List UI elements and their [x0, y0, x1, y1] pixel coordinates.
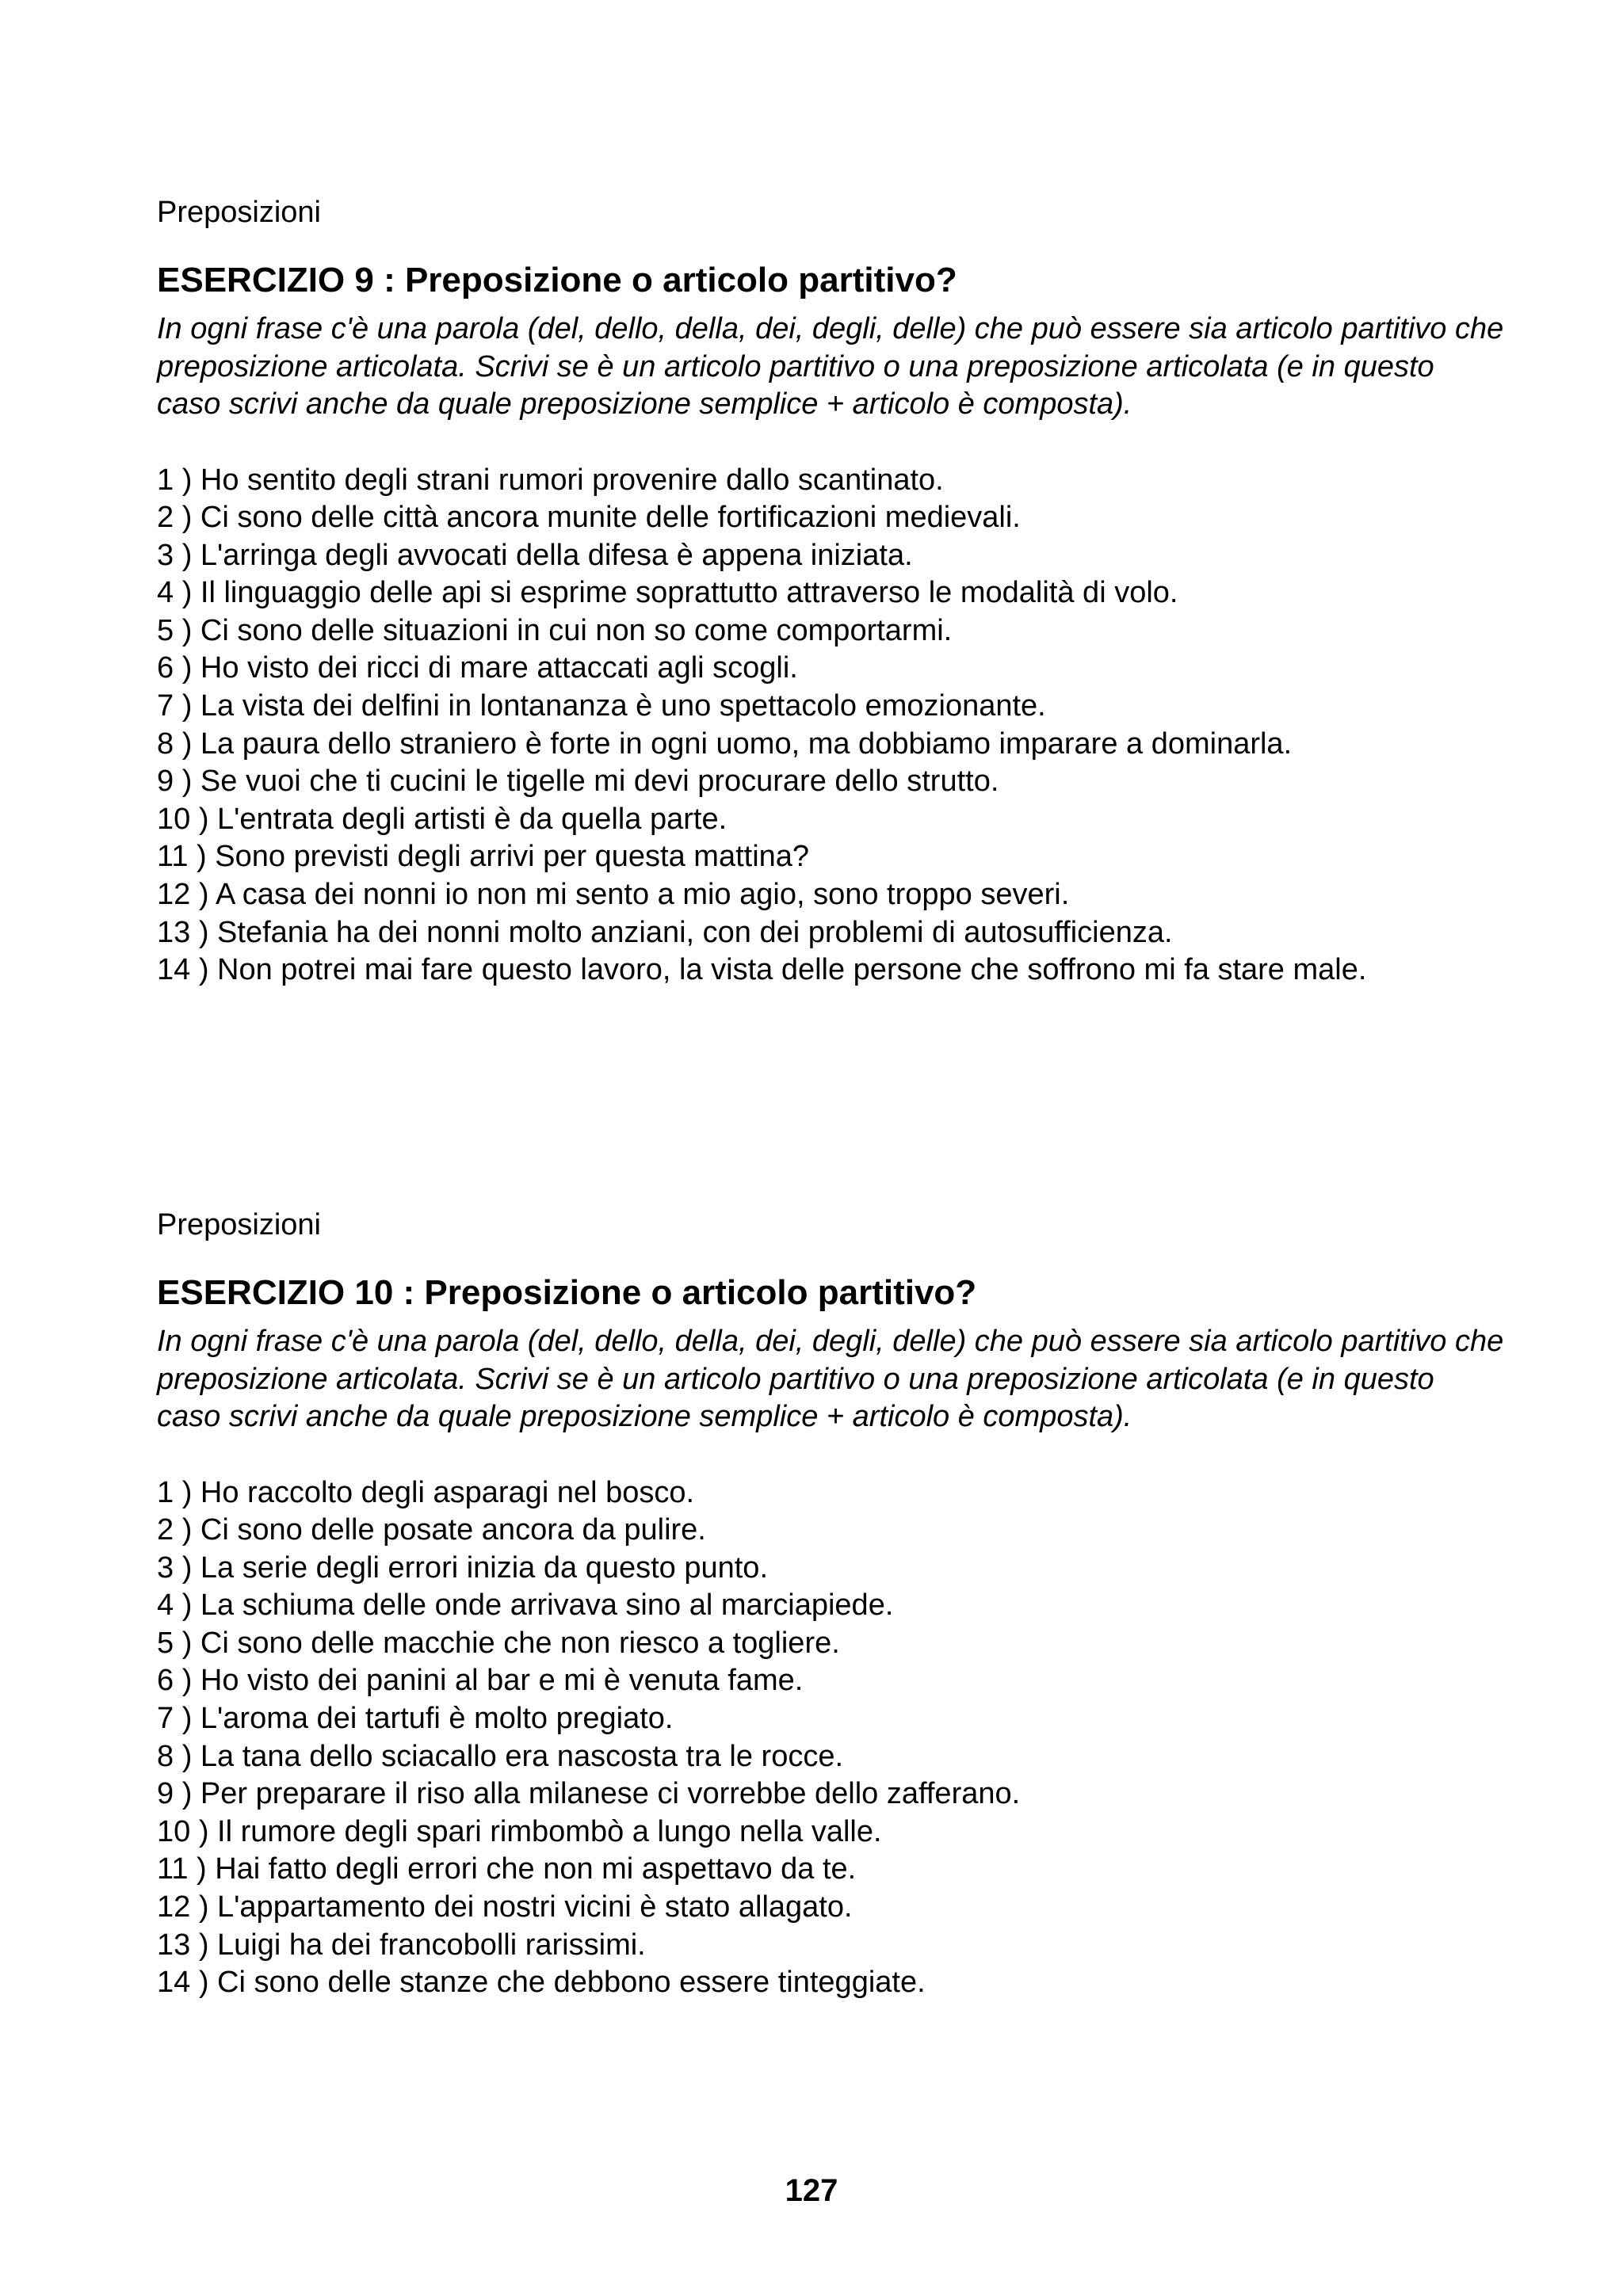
sentence-item: 8 ) La paura dello straniero è forte in ogni uomo, ma dobbiamo imparare a dominarla. [157, 727, 1293, 761]
sentence-item: 11 ) Sono previsti degli arrivi per questa mattina? [157, 840, 810, 874]
sentence-item: 3 ) L'arringa degli avvocati della difesa è appena iniziata. [157, 538, 913, 572]
sentence-item: 10 ) Il rumore degli spari rimbombò a lungo nella valle. [157, 1814, 882, 1848]
page-number: 127 [785, 2173, 838, 2208]
sentence-item: 12 ) A casa dei nonni io non mi sento a mio agio, sono troppo severi. [157, 878, 1070, 912]
exercise-instructions: In ogni frase c'è una parola (del, dello, della, dei, degli, delle) che può essere sia articolo partitivo che preposizione articolata. Scrivi se è un articolo partitivo o una preposizione articolata (e in questo caso scrivi anche da quale preposizione semplice + articolo è composta). [157, 312, 1504, 421]
sentence-item: 13 ) Stefania ha dei nonni molto anziani, con dei problemi di autosufficienza. [157, 915, 1173, 949]
sentence-item: 2 ) Ci sono delle posate ancora da pulire. [157, 1513, 706, 1547]
sentence-item: 1 ) Ho raccolto degli asparagi nel bosco. [157, 1475, 695, 1509]
sentence-item: 6 ) Ho visto dei ricci di mare attaccati agli scogli. [157, 651, 798, 685]
sentence-item: 1 ) Ho sentito degli strani rumori provenire dallo scantinato. [157, 463, 944, 497]
section-label: Preposizioni [157, 196, 321, 229]
exercise-title: ESERCIZIO 9 : Preposizione o articolo partitivo? [157, 261, 957, 299]
exercise-instructions: In ogni frase c'è una parola (del, dello, della, dei, degli, delle) che può essere sia articolo partitivo che preposizione articolata. Scrivi se è un articolo partitivo o una preposizione articolata (e in questo caso scrivi anche da quale preposizione semplice + articolo è composta). [157, 1325, 1504, 1433]
sentence-item: 4 ) Il linguaggio delle api si esprime soprattutto attraverso le modalità di volo. [157, 576, 1178, 610]
sentence-item: 9 ) Per preparare il riso alla milanese ci vorrebbe dello zafferano. [157, 1777, 1021, 1811]
sentence-list [157, 1474, 1504, 2002]
exercise-title: ESERCIZIO 10 : Preposizione o articolo partitivo? [157, 1273, 977, 1312]
sentence-item: 5 ) Ci sono delle macchie che non riesco a togliere. [157, 1626, 840, 1660]
sentence-item: 8 ) La tana dello sciacallo era nascosta tra le rocce. [157, 1739, 844, 1773]
sentence-item: 4 ) La schiuma delle onde arrivava sino al marciapiede. [157, 1589, 894, 1623]
sentence-item: 11 ) Hai fatto degli errori che non mi aspettavo da te. [157, 1852, 857, 1886]
exercise-9-section [157, 193, 1504, 990]
sentence-item: 12 ) L'appartamento dei nostri vicini è stato allagato. [157, 1890, 853, 1924]
sentence-item: 3 ) La serie degli errori inizia da questo punto. [157, 1550, 769, 1585]
sentence-item: 7 ) La vista dei delfini in lontananza è uno spettacolo emozionante. [157, 689, 1046, 723]
sentence-item: 10 ) L'entrata degli artisti è da quella parte. [157, 802, 727, 836]
exercise-10-section [157, 1206, 1504, 2002]
sentence-item: 14 ) Ci sono delle stanze che debbono essere tinteggiate. [157, 1966, 926, 2000]
sentence-list [157, 462, 1504, 990]
section-label: Preposizioni [157, 1208, 321, 1241]
sentence-item: 14 ) Non potrei mai fare questo lavoro, la vista delle persone che soffrono mi fa stare male. [157, 953, 1367, 987]
sentence-item: 7 ) L'aroma dei tartufi è molto pregiato. [157, 1702, 674, 1736]
sentence-item: 9 ) Se vuoi che ti cucini le tigelle mi devi procurare dello strutto. [157, 765, 999, 799]
sentence-item: 2 ) Ci sono delle città ancora munite delle fortificazioni medievali. [157, 501, 1021, 535]
sentence-item: 13 ) Luigi ha dei francobolli rarissimi. [157, 1928, 646, 1962]
sentence-item: 6 ) Ho visto dei panini al bar e mi è venuta fame. [157, 1664, 804, 1698]
sentence-item: 5 ) Ci sono delle situazioni in cui non so come comportarmi. [157, 613, 953, 647]
